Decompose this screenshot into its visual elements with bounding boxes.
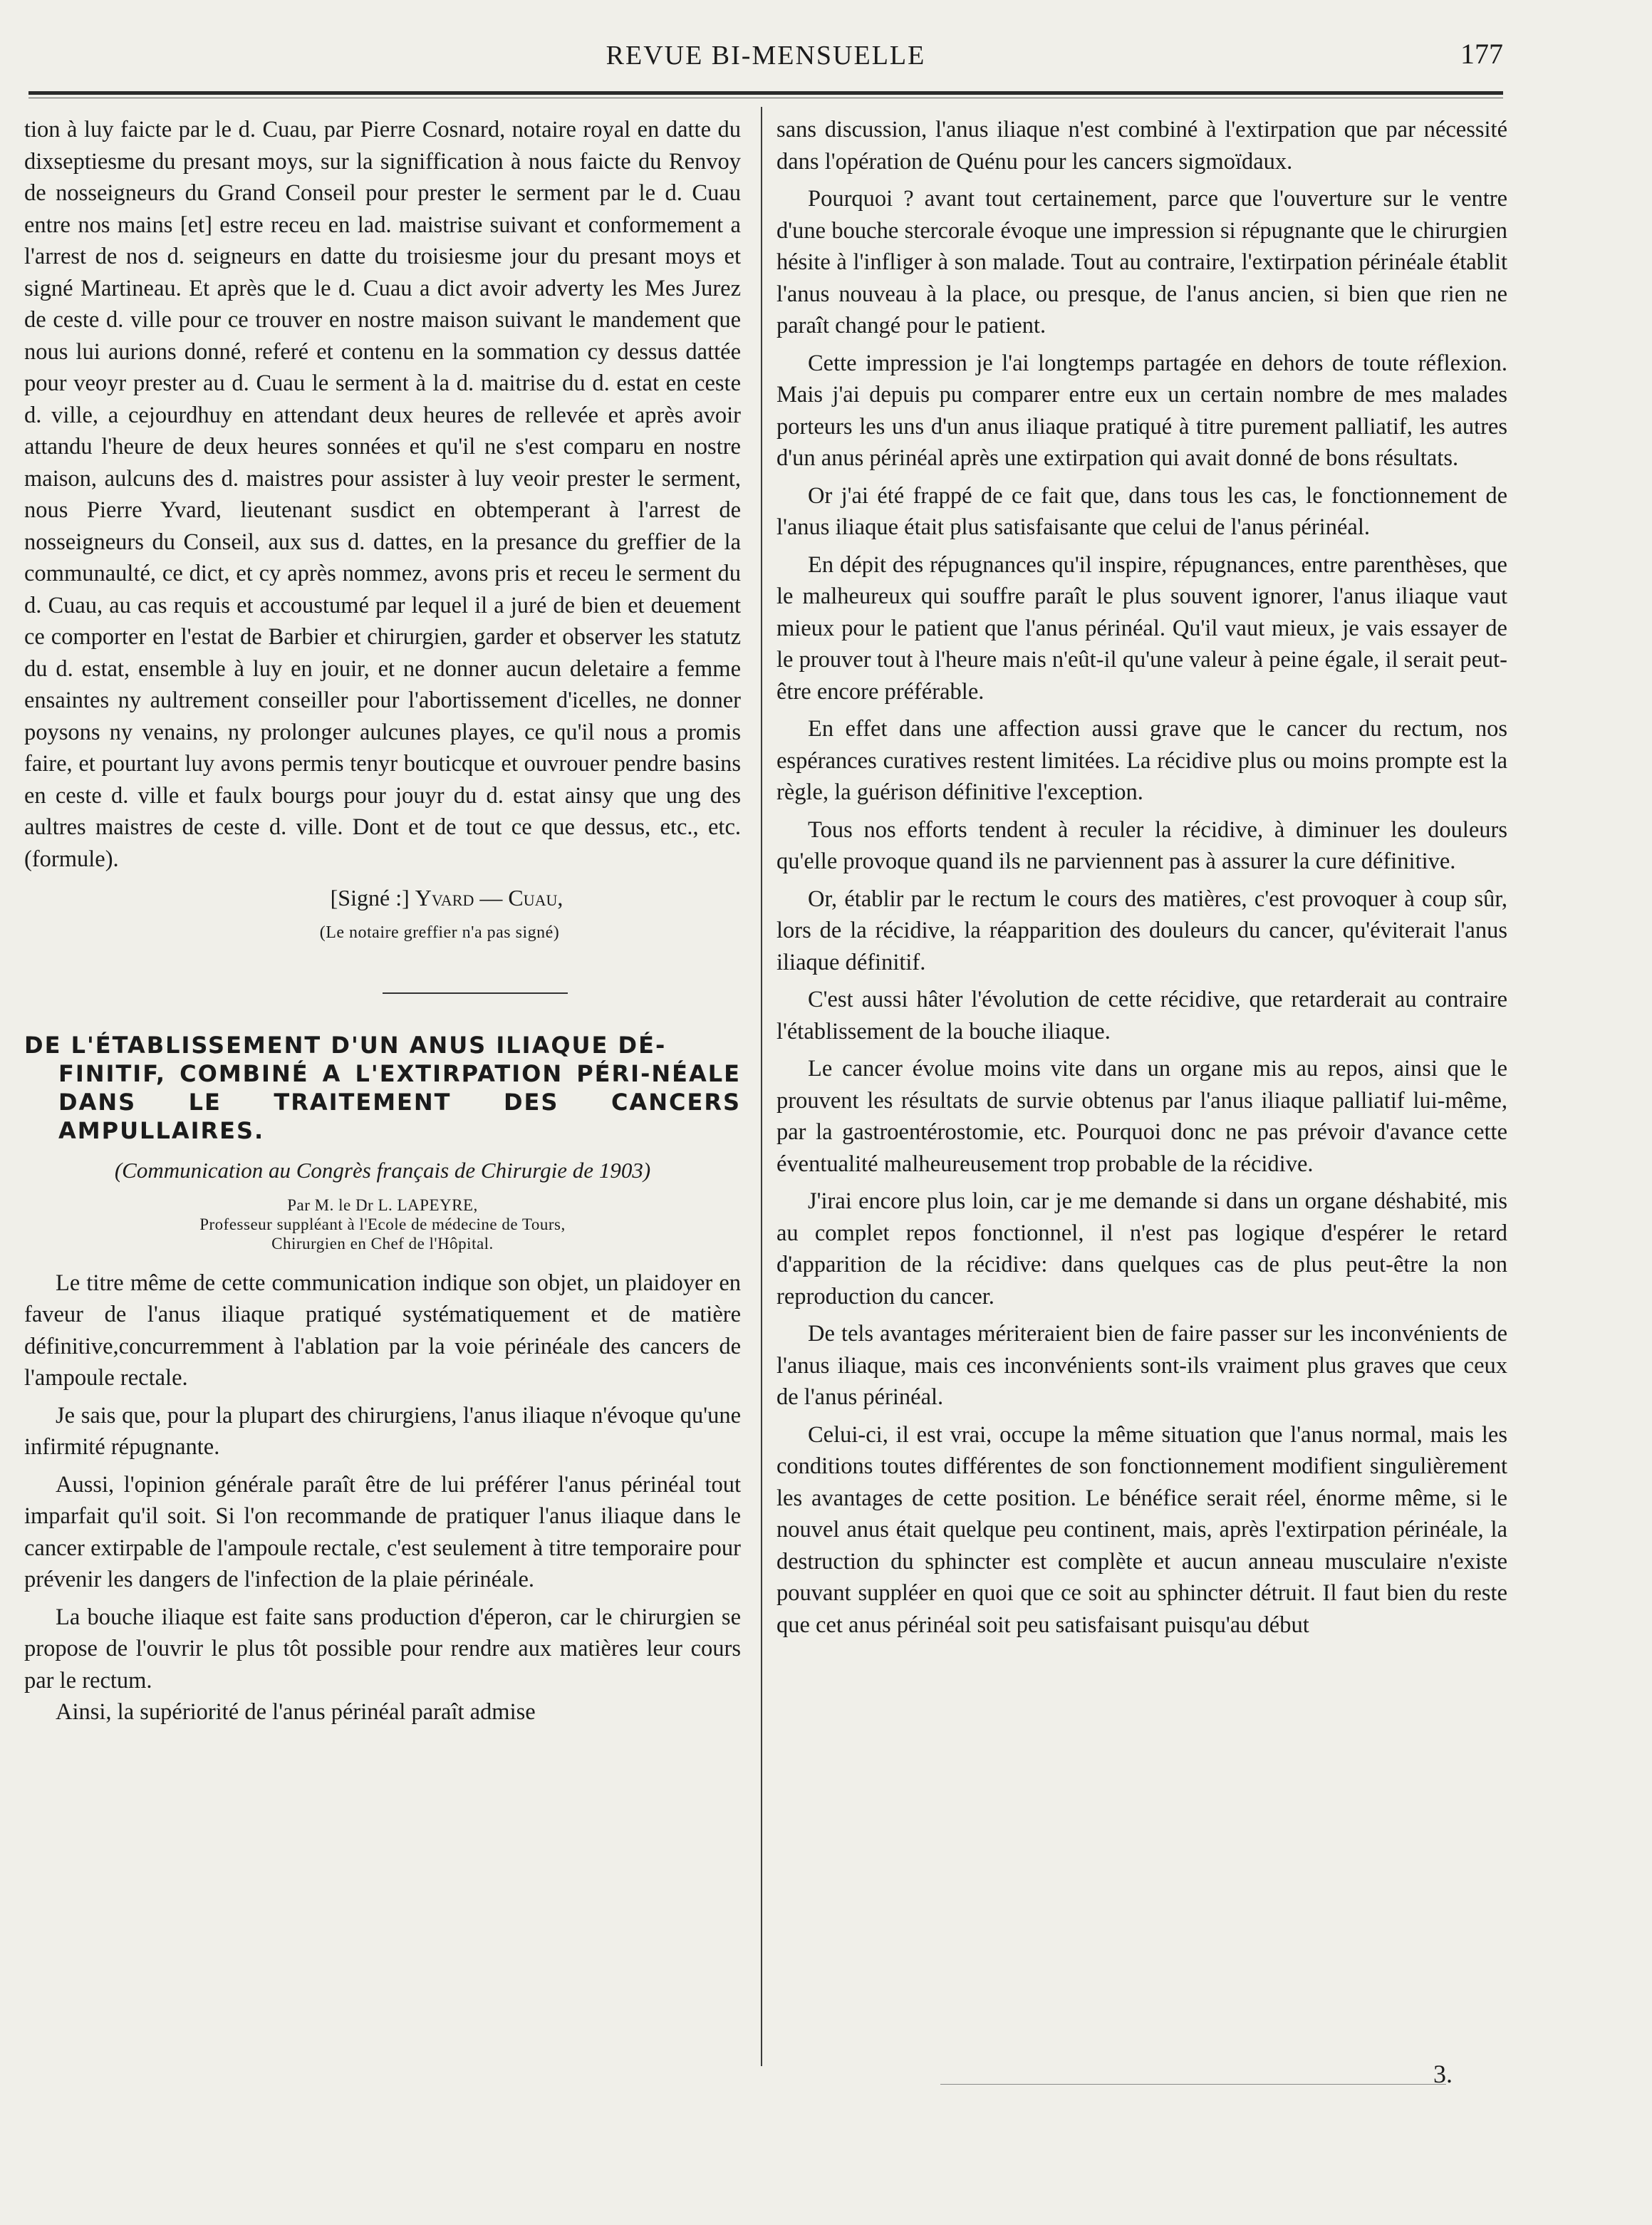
article-paragraph: Aussi, l'opinion générale paraît être de lui préférer l'anus périnéal tout imparfait qu'il soit. Si l'on recommande de pratiquer l'anus iliaque dans le cancer extirpable de l'ampoule rectale, c'est seulement à titre temporaire pour prévenir les dangers de l'infection de la plaie périnéale. xyxy=(24,1471,741,1592)
article-paragraph: Or j'ai été frappé de ce fait que, dans tous les cas, le fonctionnement de l'anus iliaque était plus satisfaisante que celui de l'anus périnéal. xyxy=(776,482,1507,540)
signature-mark: 3. xyxy=(1433,2060,1453,2088)
article-paragraph: De tels avantages mériteraient bien de faire passer sur les inconvénients de l'anus iliaque, mais ces inconvénients sont-ils vraiment plus graves que ceux de l'anus périnéal. xyxy=(776,1321,1507,1410)
document-paragraph: tion à luy faicte par le d. Cuau, par Pierre Cosnard, notaire royal en datte du dixseptiesme du presant moys, sur la signiffication à nous faicte du Renvoy de nosseigneurs du Grand Conseil pour prester le serment par le d. Cuau entre nos mains [et] estre receu en lad. maistrise suivant et conformement a l'arrest de nos d. seigneurs en datte du troisiesme jour du presant moys et signé Martineau. Et après que le d. Cuau a dict avoir adverty les Mes Jurez de ceste d. ville pour ce trouver en nostre maison suivant le mandement que nous lui aurions donné, referé et contenu en la sommation cy dessus dattée pour veoyr prester au d. Cuau le serment à la d. maitrise du d. estat en ceste d. ville, a cejourdhuy en attendant deux heures de rellevée et après avoir attandu l'heure de deux heures sonnées et qu'il ne s'est comparu en nostre maison, aulcuns des d. maistres pour assister à luy veoir prester le serment, nous Pierre Yvard, lieutenant susdict en obtemperant à l'arrest de nosseigneurs du Conseil, aux sus d. dattes, en la presance du greffier de la communaulté, ce dict, et cy après nommez, avons pris et receu le serment du d. Cuau, au cas requis et accoustumé par lequel il a juré de bien et deuement ce comporter en l'estat de Barbier et chirurgien, garder et observer les statutz du d. estat, ensemble à luy en jouir, et ne donner aucun deletaire a femme ensaintes ny aultrement conseiller pour l'abortissement d'icelles, ne donner poysons ny venains, ny prolonger aulcunes playes, ce qu'il nous a promis faire, et pourtant luy avons permis tenyr bouticque et ouvrouer pendre basins en ceste d. ville et faulx bourgs pour jouyr du d. estat ainsy que ung des aultres maistres de ceste d. ville. Dont et de tout ce que dessus, etc., etc. (formule). xyxy=(24,117,741,872)
article-paragraph: Celui-ci, il est vrai, occupe la même situation que l'anus normal, mais les conditions toutes différentes de son fonctionnement modifient singulièrement les avantages de cette position. Le bénéfice serait réel, énorme même, si le nouvel anus était quelque peu continent, mais, après l'extirpation périnéale, la destruction du sphincter est complète et aucun anneau musculaire n'existe pouvant suppléer en quoi que ce soit au sphincter détruit. Il faut bien du reste que cet anus périnéal soit peu satisfaisant puisqu'au début xyxy=(776,1421,1507,1638)
author-line: Par M. le Dr L. LAPEYRE, xyxy=(287,1196,478,1214)
article-paragraph: Or, établir par le rectum le cours des matières, c'est provoquer à coup sûr, lors de la récidive, la réapparition des douleurs du cancer, qu'éviterait l'anus iliaque définitif. xyxy=(776,886,1507,975)
article-paragraph: Pourquoi ? avant tout certainement, parce que l'ouverture sur le ventre d'une bouche stercorale évoque une impression si répugnante que le chirurgien hésite à l'infliger à son malade. Tout au contraire, l'extirpation périnéale établit l'anus nouveau à la place, ou presque, de l'anus ancien, si bien que rien ne paraît changé pour le patient. xyxy=(776,186,1507,338)
article-author xyxy=(24,1196,741,1253)
author-line: Chirurgien en Chef de l'Hôpital. xyxy=(271,1234,494,1252)
article-paragraph: sans discussion, l'anus iliaque n'est combiné à l'extirpation que par nécessité dans l'opération de Quénu pour les cancers sigmoïdaux. xyxy=(776,117,1507,175)
article-paragraph: Je sais que, pour la plupart des chirurgiens, l'anus iliaque n'évoque qu'une infirmité répugnante. xyxy=(24,1402,741,1460)
footer-rule xyxy=(940,2084,1446,2085)
column-divider xyxy=(761,107,762,2066)
signature-prefix: [Signé :] xyxy=(330,885,410,911)
article-paragraph: J'irai encore plus loin, car je me demande si dans un organe déshabité, mis au complet repos fonctionnel, il n'est pas logique d'espérer le retard d'apparition de la récidive: dans quelques cas de plus peut-être la non reproduction du cancer. xyxy=(776,1188,1507,1309)
page-number: 177 xyxy=(1460,38,1503,70)
running-title: REVUE BI-MENSUELLE xyxy=(606,41,926,71)
article-paragraph: La bouche iliaque est faite sans production d'éperon, car le chirurgien se propose de l'ouvrir le plus tôt possible pour rendre aux matières leur cours par le rectum. xyxy=(24,1604,741,1694)
left-column xyxy=(24,114,741,1728)
page-header xyxy=(28,34,1503,84)
article-paragraph: En dépit des répugnances qu'il inspire, répugnances, entre parenthèses, que le malheureux qui souffre paraît le plus souvent ignorer, l'anus iliaque vaut mieux pour le patient que l'anus périnéal. Qu'il vaut mieux, je vais essayer de le prouver tout à l'heure mais n'eût-il qu'une valeur à peine égale, il serait peut-être encore préférable. xyxy=(776,551,1507,705)
article-paragraph: Tous nos efforts tendent à reculer la récidive, à diminuer les douleurs qu'elle provoque quand ils ne parviennent pas à assurer la cure définitive. xyxy=(776,816,1507,874)
article-title-line1: DE L'ÉTABLISSEMENT D'UN ANUS ILIAQUE DÉ- xyxy=(24,1032,667,1059)
article-paragraph: Le cancer évolue moins vite dans un organe mis au repos, ainsi que le prouvent les résultats de survie obtenus par l'anus iliaque palliatif lui-même, par la gastroentérostomie, etc. Pourquoi donc ne pas prévoir d'avance cette éventualité malheureusement trop probable de la récidive. xyxy=(776,1056,1507,1177)
signature-names: Yvard — Cuau, xyxy=(415,885,563,911)
right-column xyxy=(776,114,1507,1641)
signature-note: (Le notaire greffier n'a pas signé) xyxy=(319,923,560,942)
article-title-line2: FINITIF, COMBINÉ A L'EXTIRPATION PÉRI-NÉALE DANS LE TRAITEMENT DES CANCERS AMPULLAIRES. xyxy=(58,1060,741,1144)
article-title xyxy=(24,1031,741,1145)
author-line: Professeur suppléant à l'Ecole de médecine de Tours, xyxy=(199,1215,566,1233)
article-body xyxy=(24,1267,741,1728)
article-subtitle: (Communication au Congrès français de Chirurgie de 1903) xyxy=(114,1158,651,1183)
article-paragraph: Ainsi, la supériorité de l'anus périnéal paraît admise xyxy=(56,1699,536,1725)
signature-line xyxy=(24,882,741,914)
article-paragraph: Cette impression je l'ai longtemps partagée en dehors de toute réflexion. Mais j'ai depuis pu comparer entre eux un certain nombre de mes malades porteurs les uns d'un anus iliaque pratiqué à titre purement palliatif, les autres d'un anus périnéal après une extirpation qui avait donné de bons résultats. xyxy=(776,350,1507,471)
article-paragraph: En effet dans une affection aussi grave que le cancer du rectum, nos espérances curatives restent limitées. La récidive plus ou moins prompte est la règle, la guérison définitive l'exception. xyxy=(776,716,1507,805)
section-divider xyxy=(383,992,568,994)
article-paragraph: C'est aussi hâter l'évolution de cette récidive, que retarderait au contraire l'établissement de la bouche iliaque. xyxy=(776,987,1507,1044)
header-rule xyxy=(28,91,1503,95)
article-paragraph: Le titre même de cette communication indique son objet, un plaidoyer en faveur de l'anus iliaque pratiqué systématiquement et de matière définitive,concurremment à l'ablation par la voie périnéale des cancers de l'ampoule rectale. xyxy=(24,1270,741,1391)
